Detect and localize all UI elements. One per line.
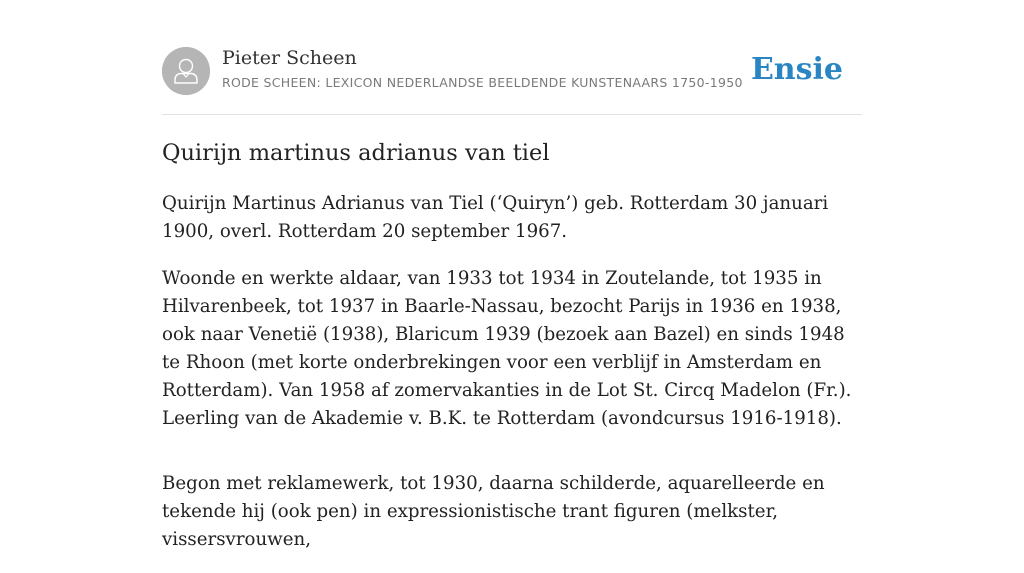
article-page [162,0,862,550]
author-name[interactable]: Pieter Scheen [222,47,357,69]
source-label[interactable]: RODE SCHEEN: LEXICON NEDERLANDSE BEELDENDE KUNSTENAARS 1750-1950 [222,75,743,90]
article-body [162,190,862,573]
article-paragraph: Quirijn Martinus Adrianus van Tiel (‘Quiryn’) geb. Rotterdam 30 januari 1900, overl. Rotterdam 20 september 1967. [162,193,829,242]
article-paragraph: Woonde en werkte aldaar, van 1933 tot 1934 in Zoutelande, tot 1935 in Hilvarenbeek, tot 1937 in Baarle-Nassau, bezocht Parijs in 1936 en 1938, ook naar Venetië (1938), Blaricum 1939 (bezoek aan Bazel) en sinds 1948 te Rhoon (met korte onderbrekingen voor een verblijf in Amsterdam en Rotterdam). Van 1958 af zomervakanties in de Lot St. Circq Madelon (Fr.). Leerling van de Akademie v. B.K. te Rotterdam (avondcursus 1916-1918). [162,268,852,429]
user-avatar-icon [162,47,210,95]
ensie-logo[interactable]: Ensie [750,52,843,87]
article-header [162,46,862,115]
article-paragraph: Begon met reklamewerk, tot 1930, daarna schilderde, aquarelleerde en tekende hij (ook pen) in expressionistische trant figuren (melkster, vissersvrouwen, [162,473,825,550]
article-title: Quirijn martinus adrianus van tiel [162,140,550,166]
author-avatar[interactable] [162,47,210,95]
